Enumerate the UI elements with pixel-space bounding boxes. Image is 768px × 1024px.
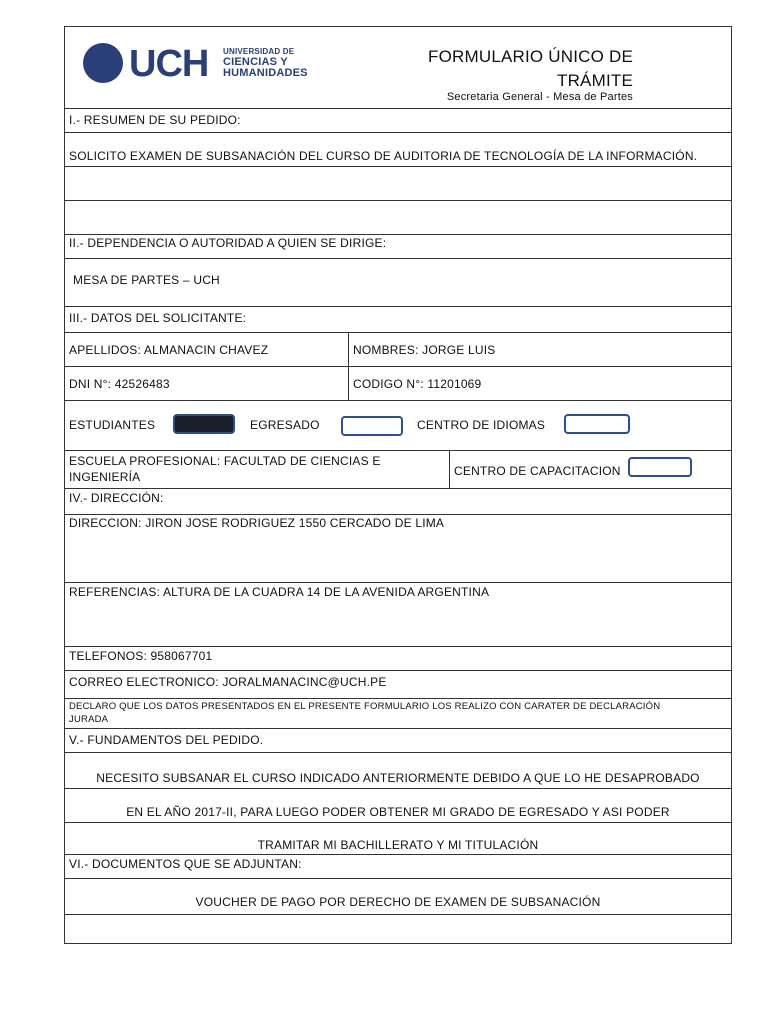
logo-emblem-icon	[83, 43, 123, 83]
fundamentos-row-1	[65, 753, 731, 789]
status-row	[65, 401, 731, 451]
section6-heading-row	[65, 855, 731, 879]
section2-heading-row	[65, 235, 731, 259]
estudiantes-checkbox[interactable]	[173, 414, 235, 434]
referencias-row	[65, 583, 731, 647]
blank-row	[65, 915, 731, 943]
egresado-label: EGRESADO	[250, 418, 320, 432]
names-row	[65, 333, 731, 367]
form-header	[65, 27, 731, 109]
section5-heading-row	[65, 729, 731, 753]
ids-row	[65, 367, 731, 401]
dni-field: DNI N°: 42526483	[69, 377, 170, 391]
section5-heading: V.- FUNDAMENTOS DEL PEDIDO.	[69, 733, 264, 747]
apellidos-field: APELLIDOS: ALMANACIN CHAVEZ	[69, 343, 269, 357]
declaracion-row	[65, 699, 731, 729]
direccion-field: DIRECCION: JIRON JOSE RODRIGUEZ 1550 CERCADO DE LIMA	[69, 516, 445, 530]
section3-heading-row	[65, 307, 731, 333]
estudiantes-label: ESTUDIANTES	[69, 418, 156, 432]
telefonos-field: TELEFONOS: 958067701	[69, 649, 213, 663]
form-subtitle: Secretaria General - Mesa de Partes	[446, 91, 633, 103]
capacitacion-label: CENTRO DE CAPACITACION	[454, 464, 621, 478]
correo-row	[65, 671, 731, 699]
blank-row	[65, 167, 731, 201]
document-item: VOUCHER DE PAGO POR DERECHO DE EXAMEN DE SUBSANACIÓN	[195, 895, 601, 909]
section4-heading: IV.- DIRECCIÓN:	[69, 491, 164, 505]
fundamentos-line2: EN EL AÑO 2017-II, PARA LUEGO PODER OBTENER MI GRADO DE EGRESADO Y ASI PODER	[126, 805, 670, 819]
section4-heading-row	[65, 489, 731, 515]
fundamentos-row-3	[65, 823, 731, 855]
idiomas-checkbox[interactable]	[564, 414, 630, 434]
correo-field: CORREO ELECTRONICO: JORALMANACINC@UCH.PE	[69, 675, 387, 689]
authority-row	[65, 259, 731, 307]
section2-heading: II.- DEPENDENCIA O AUTORIDAD A QUIEN SE DIRIGE:	[69, 236, 387, 250]
fundamentos-line3: TRAMITAR MI BACHILLERATO Y MI TITULACIÓN	[257, 838, 539, 852]
section1-heading: I.- RESUMEN DE SU PEDIDO:	[69, 113, 241, 127]
request-text: SOLICITO EXAMEN DE SUBSANACIÓN DEL CURSO DE AUDITORIA DE TECNOLOGÍA DE LA INFORMACIÓN.	[69, 149, 698, 163]
section3-heading: III.- DATOS DEL SOLICITANTE:	[69, 311, 247, 325]
form-title: FORMULARIO ÚNICO DE TRÁMITE	[428, 47, 633, 90]
logo-subtitle: UNIVERSIDAD DE CIENCIAS Y HUMANIDADES	[223, 47, 308, 79]
egresado-checkbox[interactable]	[341, 416, 403, 436]
escuela-row	[65, 451, 731, 489]
uch-logo: UCH UNIVERSIDAD DE CIENCIAS Y HUMANIDADES	[83, 41, 323, 87]
fundamentos-row-2	[65, 789, 731, 823]
tramite-form	[64, 26, 732, 944]
capacitacion-checkbox[interactable]	[628, 457, 692, 477]
telefonos-row	[65, 647, 731, 671]
idiomas-label: CENTRO DE IDIOMAS	[417, 418, 546, 432]
section6-heading: VI.- DOCUMENTOS QUE SE ADJUNTAN:	[69, 857, 302, 871]
escuela-field: ESCUELA PROFESIONAL: FACULTAD DE CIENCIAS E INGENIERÍA	[69, 454, 381, 484]
direccion-row	[65, 515, 731, 583]
declaracion-text: DECLARO QUE LOS DATOS PRESENTADOS EN EL PRESENTE FORMULARIO LOS REALIZO CON CARATER DE DECLARACIÓN JURADA	[69, 701, 661, 725]
fundamentos-line1: NECESITO SUBSANAR EL CURSO INDICADO ANTERIORMENTE DEBIDO A QUE LO HE DESAPROBADO	[96, 771, 700, 785]
blank-row	[65, 201, 731, 235]
documents-row	[65, 879, 731, 915]
nombres-field: NOMBRES: JORGE LUIS	[353, 343, 496, 357]
section1-heading-row	[65, 109, 731, 133]
authority-text: MESA DE PARTES – UCH	[73, 273, 220, 287]
referencias-field: REFERENCIAS: ALTURA DE LA CUADRA 14 DE LA AVENIDA ARGENTINA	[69, 585, 490, 599]
codigo-field: CODIGO N°: 11201069	[353, 377, 482, 391]
section1-request-row	[65, 133, 731, 167]
